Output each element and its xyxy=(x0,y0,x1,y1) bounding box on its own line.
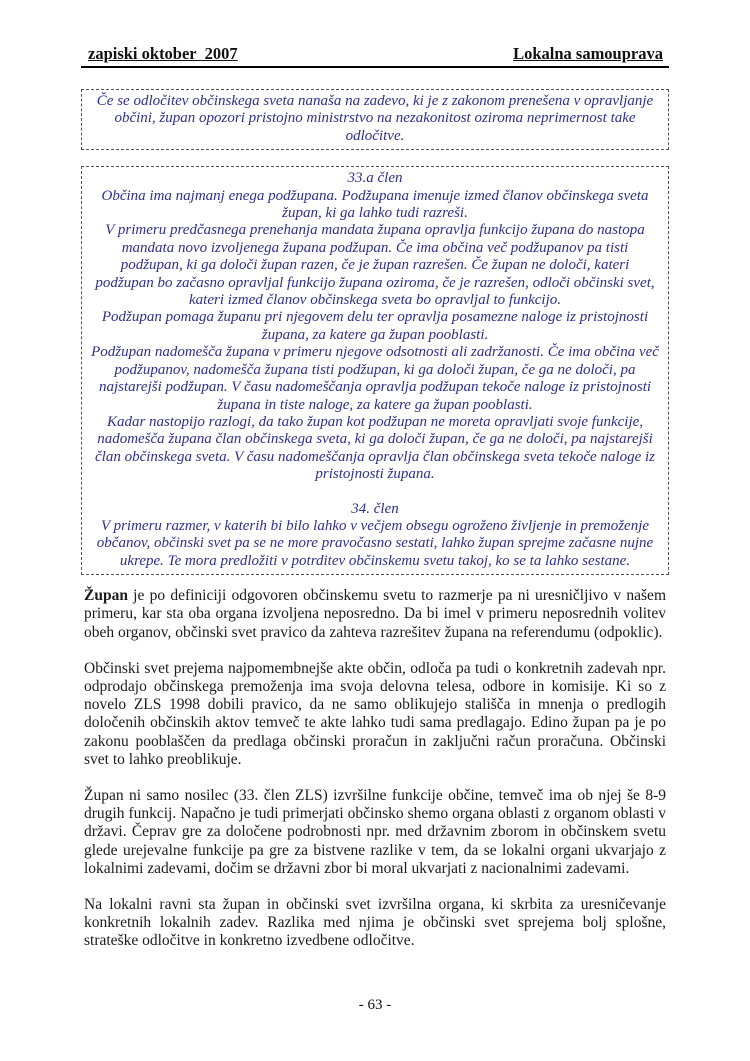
article-33a-paragraph: V primeru predčasnega prenehanja mandata župana opravlja funkcijo župana do nastopa mandata novo izvoljenega župana podžupan. Če ima občina več podžupanov pa tisti podžupan, ki ga določi župan razen, če je župan razrešen. Če župan ne določi, kateri podžupan bo začasno opravljal funkcijo župana oziroma, če je razrešen, odloči občinski svet, kateri izmed članov občinskega sveta bo opravljal to funkcijo. xyxy=(95,222,655,309)
law-articles-box xyxy=(81,166,669,575)
lead-word-zupan: Župan xyxy=(84,587,128,605)
article-33a-heading: 33.a člen xyxy=(347,170,403,187)
note-paragraph: Če se odločitev občinskega sveta nanaša na zadevo, ki je z zakonom prenešena v opravljanje občini, župan opozori pristojno ministrstvo na nezakonitost oziroma neprimernost take odločitve. xyxy=(96,93,654,144)
paragraph-zupan-definition-rest: je po definiciji odgovoren občinskemu svetu to razmerje pa ni uresničljivo v našem primeru, kar sta oba organa izvoljena neposredno. Da bi imel v primeru neposrednih volitev obeh organov, občinski svet pravico da zahteva razrešitev župana na referendumu (odpoklic). xyxy=(84,587,666,641)
header-right-title: Lokalna samouprava xyxy=(513,44,663,63)
paragraph-zupan-funkcije: Župan ni samo nosilec (33. člen ZLS) izvršilne funkcije občine, temveč ima ob njej še 8-9 drugih funkcij. Napačno je tudi primerjati občinsko shemo organa oblasti z organom oblasti v državi. Čeprav gre za določene podrobnosti npr. med državnim zborom in občinskem svetu glede urejevalne funkcije pa gre za bistvene razlike v tem, da se lokalni organi ukvarjajo z lokalnimi zadevami, dočim se državni zbor bi moral ukvarjati z nacionalnimi zadevami. xyxy=(84,786,666,877)
article-33a-paragraph: Podžupan pomaga županu pri njegovem delu ter opravlja posamezne naloge iz pristojnosti župana, za katere ga župan pooblasti. xyxy=(101,309,649,343)
paragraph-obcinski-svet-akti: Občinski svet prejema najpomembnejše akte občin, odloča pa tudi o konkretnih zadevah npr. odprodajo občinskega premoženja ima svoja delovna telesa, odbore in komisije. Ki so z novelo ZLS 1998 dobili pravico, da ne samo oblikujejo stališča in mnenja o predlogih določenih občinskih aktov temveč te akte lahko tudi sama predlagajo. Edino župan pa je po zakonu pooblaščen da predlaga občinski proračun in zaključni račun proračuna. Občinski svet to lahko preoblikuje. xyxy=(84,659,666,768)
note-box-ministry-warning xyxy=(81,89,669,150)
article-33a-paragraph: Kadar nastopijo razlogi, da tako župan kot podžupan ne moreta opravljati svoje funkcije, nadomešča župana član občinskega sveta, ki ga določi župan, če ga ne določi, pa najstarejši član občinskega sveta. V času nadomeščanja opravlja član občinskega sveta tekoče naloge iz pristojnosti župana. xyxy=(95,413,655,483)
paragraph-zupan-definition xyxy=(84,587,666,642)
article-34-heading: 34. člen xyxy=(351,500,399,517)
article-33a-paragraph: Občina ima najmanj enega podžupana. Podžupana imenuje izmed članov občinskega sveta župan, ki ga lahko tudi razreši. xyxy=(101,187,649,222)
paragraph-lokalna-raven: Na lokalni ravni sta župan in občinski svet izvršilna organa, ki skrbita za uresničevanje konkretnih lokalnih zadev. Razlika med njima je občinski svet sprejema bolj splošne, strateške odločitve in konkretno izvedbene odločitve. xyxy=(84,896,666,950)
article-33a-paragraph: Podžupan nadomešča župana v primeru njegove odsotnosti ali zadržanosti. Če ima občina več podžupanov, nadomešča župana tisti podžupan, ki ga določi župan, če ga ne določi, pa najstarejši podžupan. V času nadomeščanja opravlja podžupan tekoče naloge iz pristojnosti župana in tiste naloge, za katere ga župan pooblasti. xyxy=(91,344,659,413)
header-left-title: zapiski oktober 2007 xyxy=(88,44,238,63)
page-footer xyxy=(0,997,750,1014)
body-text xyxy=(81,587,669,950)
page-header xyxy=(81,44,669,68)
page-content xyxy=(0,44,750,951)
article-34-paragraph: V primeru razmer, v katerih bi bilo lahko v večjem obsegu ogroženo življenje in premoženje občanov, občinski svet pa se ne more pravočasno sestati, lahko župan sprejme začasne nujne ukrepe. Te mora predložiti v potrditev občinskemu svetu takoj, ko se ta lahko sestane. xyxy=(96,517,654,569)
page-number: - 63 - xyxy=(358,997,392,1013)
